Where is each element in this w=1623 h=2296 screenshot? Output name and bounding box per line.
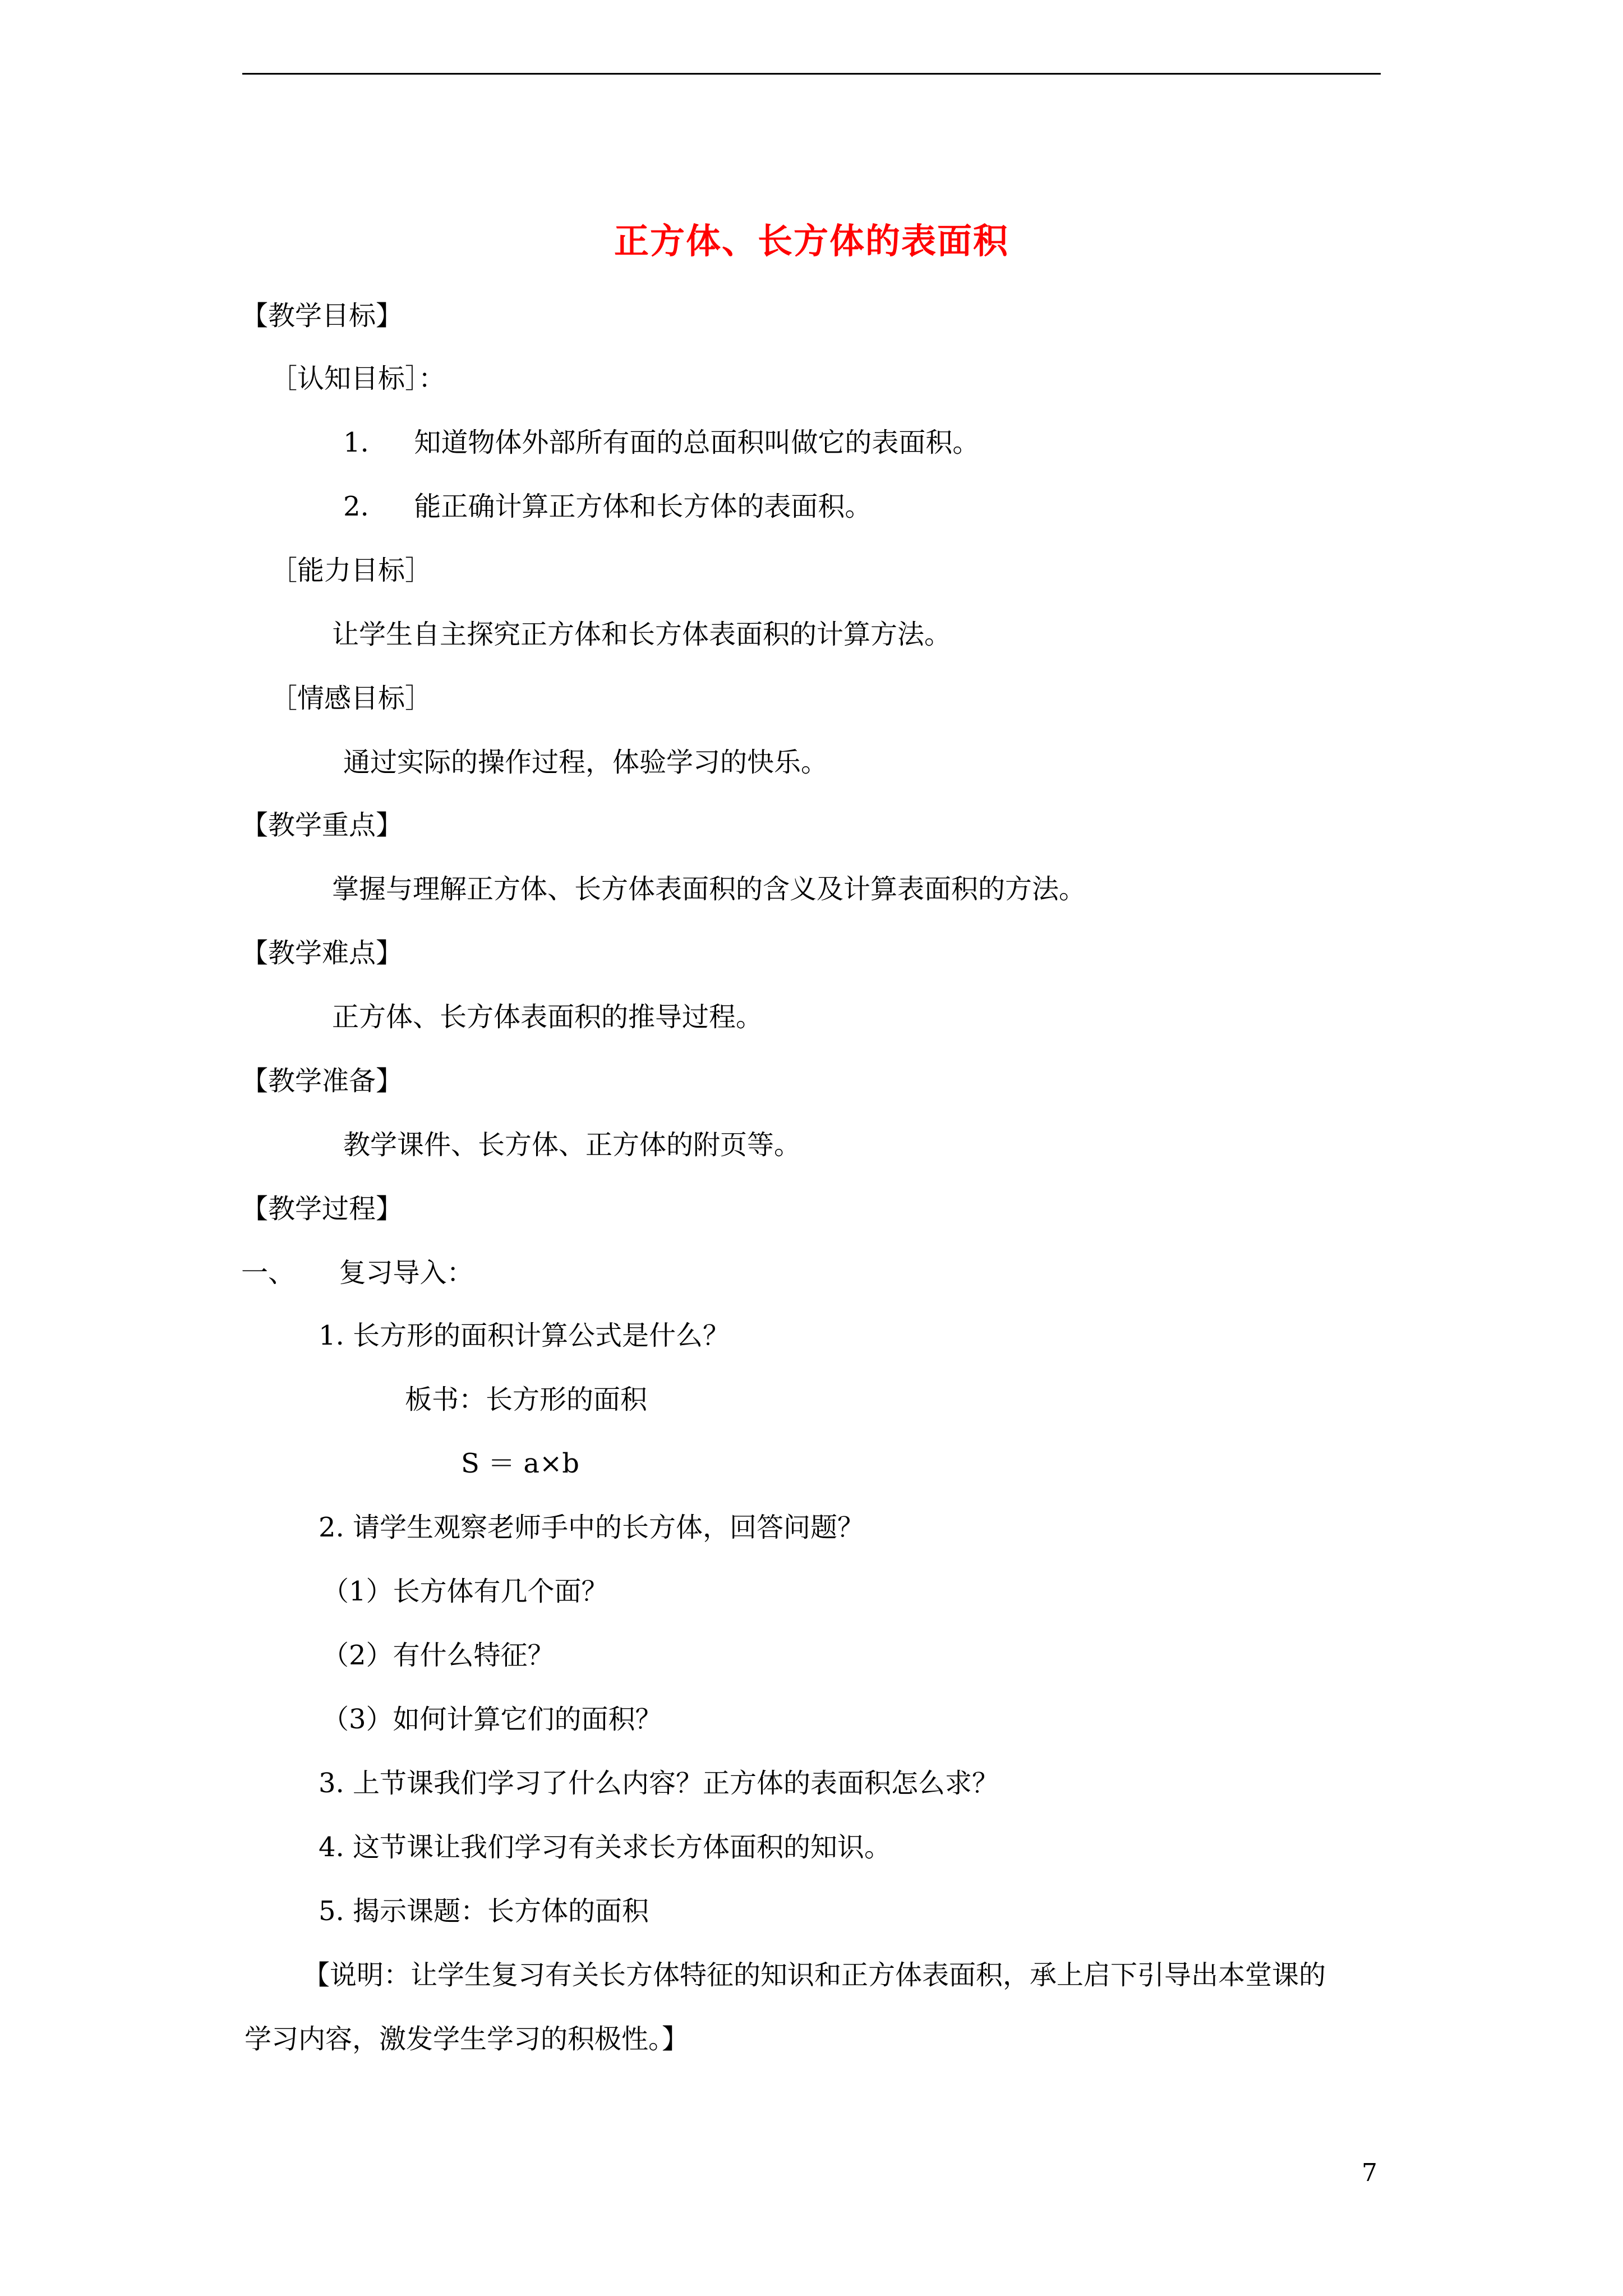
process-heading: 【教学过程】: [241, 1193, 403, 1225]
step-one-heading: [241, 1256, 474, 1290]
question-2-sub-1: （1）长方体有几个面？: [322, 1576, 608, 1607]
emotion-text: 通过实际的操作过程，体验学习的快乐。: [343, 747, 828, 778]
note-line-1: 【说明：让学生复习有关长方体特征的知识和正方体表面积，承上启下引导出本堂课的: [303, 1959, 1326, 1991]
question-2: 2. 请学生观察老师手中的长方体，回答问题？: [319, 1512, 865, 1543]
step-label: 复习导入：: [339, 1257, 474, 1289]
question-4: 4. 这节课让我们学习有关求长方体面积的知识。: [319, 1832, 892, 1863]
cognitive-heading: ［认知目标］：: [270, 363, 446, 394]
list-number: 2.: [343, 491, 369, 522]
prep-text: 教学课件、长方体、正方体的附页等。: [343, 1129, 801, 1161]
question-2-sub-3: （3）如何计算它们的面积？: [322, 1704, 662, 1735]
step-number: 一、: [241, 1257, 296, 1289]
note-line-2: 学习内容，激发学生学习的积极性。】: [245, 2023, 689, 2055]
question-5: 5. 揭示课题：长方体的面积: [319, 1895, 649, 1927]
question-2-sub-2: （2）有什么特征？: [322, 1640, 555, 1671]
difficulty-text: 正方体、长方体表面积的推导过程。: [332, 1001, 763, 1033]
key-heading: 【教学重点】: [241, 809, 403, 841]
cognitive-item-1: [343, 426, 979, 459]
cognitive-item-2: [343, 490, 872, 523]
list-item-text: 知道物体外部所有面的总面积叫做它的表面积。: [414, 427, 980, 458]
goals-heading: 【教学目标】: [241, 300, 403, 332]
key-text: 掌握与理解正方体、长方体表面积的含义及计算表面积的方法。: [332, 873, 1086, 905]
question-3: 3. 上节课我们学习了什么内容？正方体的表面积怎么求？: [319, 1768, 999, 1799]
list-number: 1.: [343, 427, 369, 458]
prep-heading: 【教学准备】: [241, 1065, 403, 1097]
difficulty-heading: 【教学难点】: [241, 937, 403, 969]
page-number: 7: [1362, 2159, 1377, 2187]
emotion-heading: ［情感目标］: [270, 683, 432, 714]
header-rule: [242, 73, 1381, 75]
ability-heading: ［能力目标］: [270, 555, 432, 586]
page-title: 正方体、长方体的表面积: [614, 220, 1009, 261]
board-label: 板书：长方形的面积: [405, 1384, 648, 1415]
ability-text: 让学生自主探究正方体和长方体表面积的计算方法。: [332, 619, 952, 650]
question-1: 1. 长方形的面积计算公式是什么？: [319, 1320, 730, 1351]
list-item-text: 能正确计算正方体和长方体的表面积。: [414, 491, 872, 522]
formula: S ＝ a×b: [461, 1448, 579, 1479]
